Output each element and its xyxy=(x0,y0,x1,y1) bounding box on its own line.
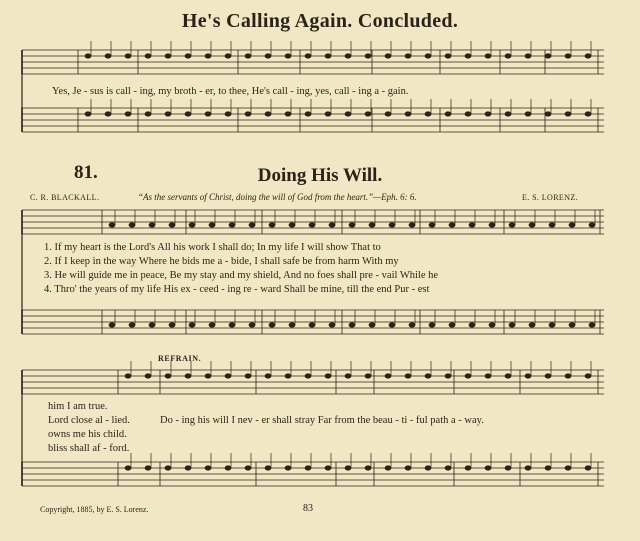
hymn-number: 81. xyxy=(74,162,98,183)
copyright-notice: Copyright, 1885, by E. S. Lorenz. xyxy=(40,505,149,514)
verse-ending-4: bliss shall af - ford. xyxy=(48,443,130,454)
verse-ending-2: Lord close al - lied. xyxy=(48,415,130,426)
verse-line-1: 1. If my heart is the Lord's All his work I shall do; In my life I will show That to xyxy=(44,242,381,253)
lyricist-credit: C. R. BLACKALL. xyxy=(30,193,100,202)
refrain-label: REFRAIN. xyxy=(158,354,202,363)
verse-line-4: 4. Thro' the years of my life His ex - ceed - ing re - ward Shall be mine, till the end Pur - est xyxy=(44,284,430,295)
page-title: He's Calling Again. Concluded. xyxy=(181,10,459,32)
verse-line-3: 3. He will guide me in peace, Be my stay and my shield, And no foes shall pre - vail While he xyxy=(44,270,439,281)
refrain-lyric: Do - ing his will I nev - er shall stray Far from the beau - ti - ful path a - way. xyxy=(160,415,484,426)
verse-ending-3: owns me his child. xyxy=(48,429,127,440)
lyric-line-part1: Yes, Je - sus is call - ing, my broth - er, to thee, He's call - ing, yes, call - ing a - gain. xyxy=(52,86,409,97)
scripture-epigraph: “As the servants of Christ, doing the will of God from the heart.”—Eph. 6: 6. xyxy=(138,192,417,202)
page-number: 83 xyxy=(303,503,313,514)
hymn-title: Doing His Will. xyxy=(257,165,383,186)
composer-credit: E. S. LORENZ. xyxy=(522,193,579,202)
verse-ending-1: him I am true. xyxy=(48,401,108,412)
verse-line-2: 2. If I keep in the way Where he bids me a - bide, I shall safe be from harm With my xyxy=(44,256,399,267)
